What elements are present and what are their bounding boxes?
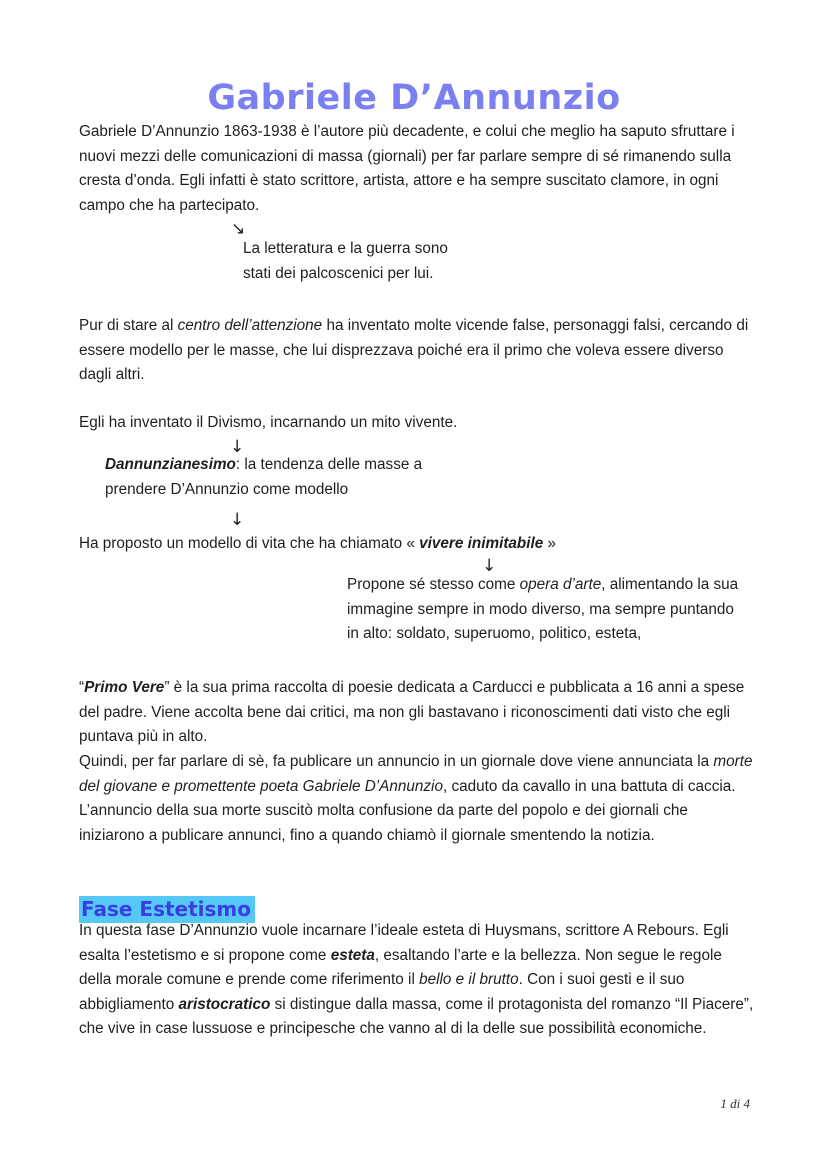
diagonal-arrow-icon: ↘ bbox=[231, 219, 246, 239]
vivere-inimitabile-term: vivere inimitabile bbox=[419, 535, 544, 552]
esteta-term: esteta bbox=[330, 946, 375, 964]
page-title: Gabriele D’Annunzio bbox=[207, 78, 621, 118]
primo-vere-paragraph: “Primo Vere” è la sua prima raccolta di poesie dedicata a Carducci e pubblicata a 16 anni a spese del padre. Viene accolta bene dai critici, ma non gli bastavano i riconoscimenti dati visto che egli puntava più in alto. bbox=[79, 679, 745, 745]
down-arrow-icon: ↓ bbox=[482, 556, 497, 576]
intro-paragraph: Gabriele D’Annunzio 1863-1938 è l’autore più decadente, e colui che meglio ha saputo sfruttare i nuovi mezzi delle comunicazioni di massa (giornali) per far parlare sempre di sé rimanendo sulla cresta d’onda. Egli infatti è stato scrittore, artista, attore e ha sempre suscitato clamore, in ogni campo che ha partecipato. bbox=[79, 123, 735, 214]
artwork-emphasis: opera d’arte bbox=[519, 576, 602, 593]
stage-note: La letteratura e la guerra sono stati dei palcoscenici per lui. bbox=[243, 240, 448, 282]
divismo-paragraph: Egli ha inventato il Divismo, incarnando un mito vivente. bbox=[79, 414, 458, 431]
down-arrow-icon: ↓ bbox=[230, 437, 245, 457]
bello-brutto-term: bello e il brutto bbox=[419, 971, 519, 988]
estetismo-paragraph: In questa fase D’Annunzio vuole incarnare l’ideale esteta di Huysmans, scrittore A Rebours. Egli esalta l’estetismo e si propone come esteta, esaltando l’arte e la bellezza. Non segue le regole della morale comune e prende come riferimento il bello e il brutto. Con i suoi gesti e il suo abbigliamento aristocratico si distingue dalla massa, come il protagonista del romanzo “Il Piacere”, che vive in case lussuose e principesche che vanno al di la delle sue possibilità economiche. bbox=[79, 922, 754, 1037]
attention-paragraph: Pur di stare al centro dell’attenzione ha inventato molte vicende false, personaggi falsi, cercando di essere modello per le masse, che lui disprezzava poiché era il primo che voleva essere diverso dagli altri. bbox=[79, 317, 749, 383]
fake-death-emphasis: morte del giovane e promettente poeta Gabriele D’Annunzio bbox=[79, 753, 753, 795]
dannunzianesimo-note: Dannunzianesimo: la tendenza delle masse a prendere D’Annunzio come modello bbox=[105, 456, 423, 498]
primo-vere-title: Primo Vere bbox=[84, 679, 165, 696]
dannunzianesimo-term: Dannunzianesimo bbox=[105, 456, 236, 473]
model-paragraph: Ha proposto un modello di vita che ha chiamato « vivere inimitabile » bbox=[79, 535, 557, 552]
section-title-estetismo: Fase Estetismo bbox=[79, 896, 255, 923]
attention-emphasis: centro dell’attenzione bbox=[177, 317, 323, 334]
fake-death-paragraph: Quindi, per far parlare di sè, fa publicare un annuncio in un giornale dove viene annunciata la morte del giovane e promettente poeta Gabriele D’Annunzio, caduto da cavallo in una battuta di caccia. L’annuncio della sua morte suscitò molta confusione da parte del popolo e dei giornali che iniziarono a publicare annunci, fino a quando chiamò il giornale smentendo la notizia. bbox=[79, 753, 753, 844]
down-arrow-icon: ↓ bbox=[230, 510, 245, 530]
aristocratico-term: aristocratico bbox=[178, 995, 271, 1013]
page-number: 1 di 4 bbox=[720, 1096, 750, 1111]
artwork-note: Propone sé stesso come opera d’arte, alimentando la sua immagine sempre in modo diverso, ma sempre puntando in alto: soldato, superuomo, politico, esteta, bbox=[347, 576, 739, 642]
